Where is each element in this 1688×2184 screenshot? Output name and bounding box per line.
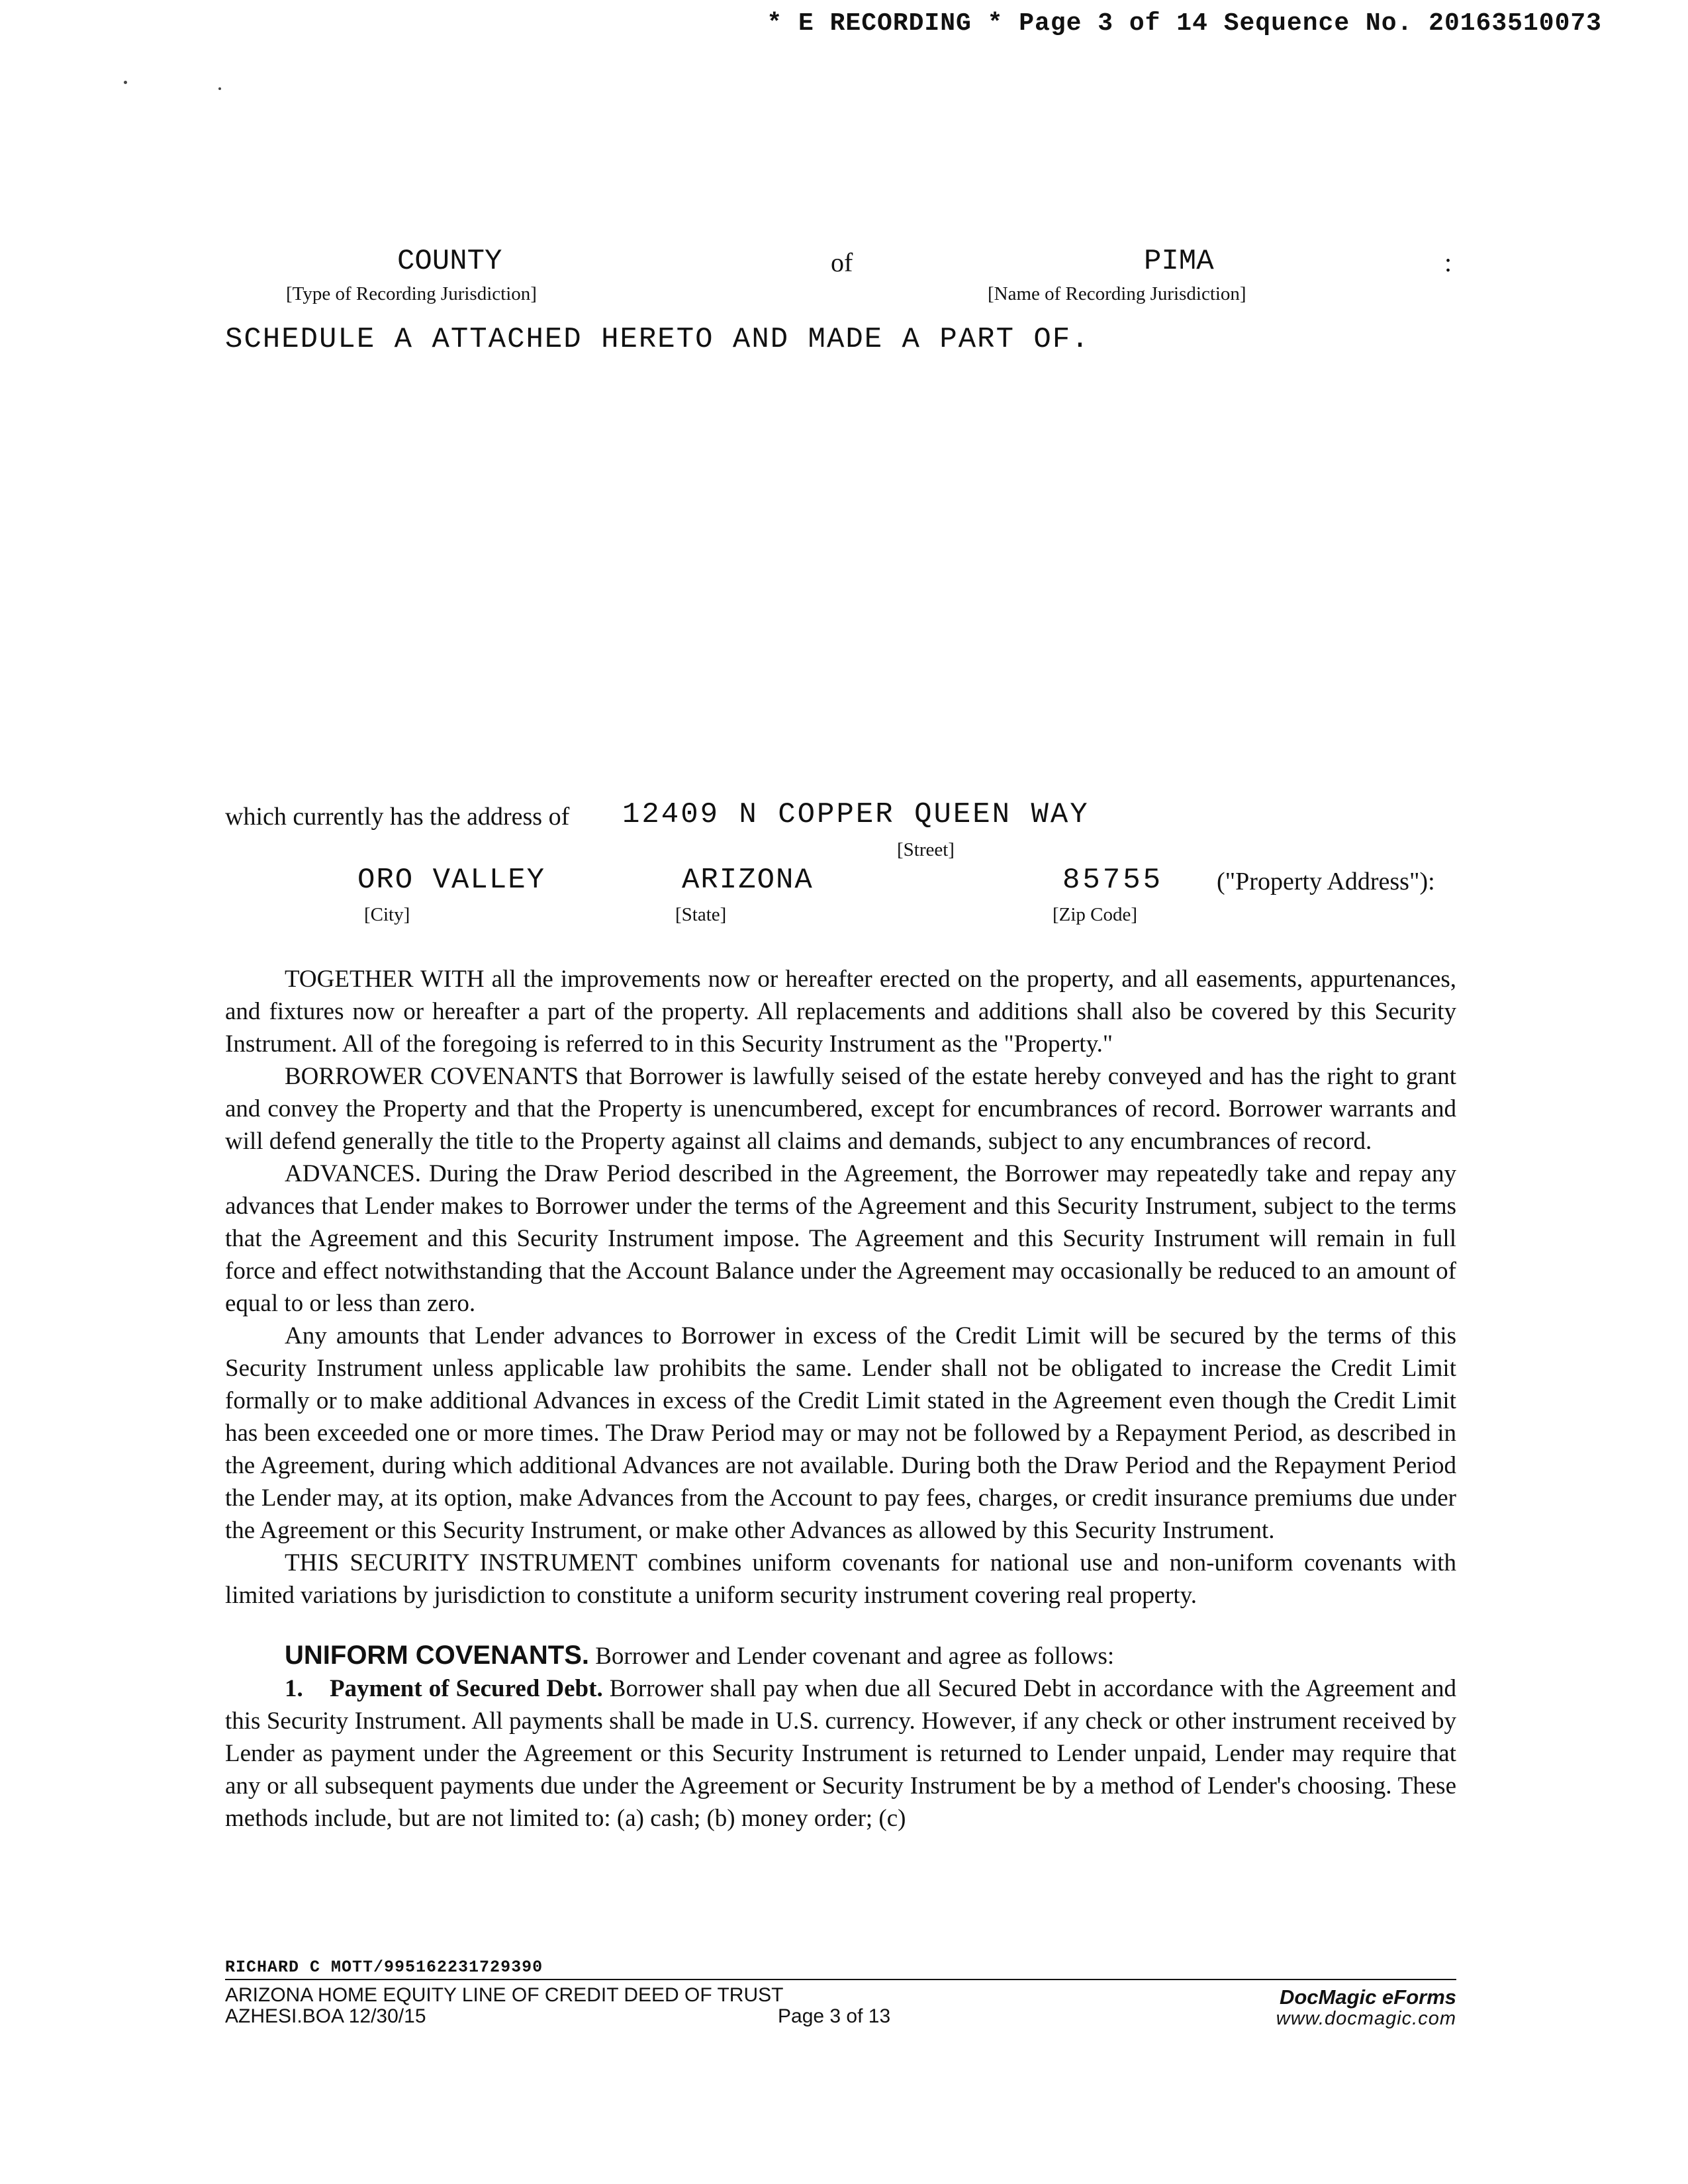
state-label: [State] [675, 904, 727, 925]
page-number: Page 3 of 13 [778, 2005, 891, 2027]
jurisdiction-of: of [831, 248, 853, 277]
form-code: AZHESI.BOA 12/30/15 [225, 2005, 426, 2027]
property-address-label: ("Property Address"): [1217, 868, 1435, 895]
uniform-covenants-intro [225, 1639, 1456, 1672]
legal-description-reference: SCHEDULE A ATTACHED HERETO AND MADE A PART OF. [225, 323, 1090, 356]
zip-label: [Zip Code] [1053, 904, 1138, 925]
form-title: ARIZONA HOME EQUITY LINE OF CREDIT DEED OF TRUST [225, 1984, 784, 2006]
city-label: [City] [364, 904, 410, 925]
uniform-covenants-intro-text: Borrower and Lender covenant and agree as follows: [595, 1643, 1115, 1670]
zip-value: 85755 [1062, 864, 1164, 897]
security-instrument-paragraph: THIS SECURITY INSTRUMENT combines uniform covenants for national use and non-uniform covenants with limited variations by jurisdiction to constitute a uniform security instrument covering real property. [225, 1549, 1456, 1609]
scan-speck [124, 81, 127, 84]
uniform-covenants-heading: UNIFORM COVENANTS. [285, 1641, 589, 1670]
advances-paragraph: ADVANCES. During the Draw Period described in the Agreement, the Borrower may repeatedly take and repay any advances that Lender makes to Borrower under the terms of the Agreement and this Security Instrument, subject to the terms that the Agreement and this Security Instrument impose. The Agreement and this Security Instrument will remain in full force and effect notwithstanding that the Account Balance under the Agreement may occasionally be reduced to an amount of equal to or less than zero. [225, 1160, 1456, 1317]
docmagic-logo: DocMagic eForms [1279, 1985, 1456, 2009]
borrower-loan-id: RICHARD C MOTT/995162231729390 [225, 1958, 543, 1977]
covenant-number: 1. [285, 1675, 303, 1702]
document-body [225, 963, 1456, 1835]
scan-speck [218, 87, 221, 90]
payment-of-secured-debt-paragraph [225, 1672, 1456, 1835]
together-with-paragraph: TOGETHER WITH all the improvements now or hereafter erected on the property, and all easements, appurtenances, and fixtures now or hereafter a part of the property. All replacements and additions shall also be covered by this Security Instrument. All of the foregoing is referred to in this Security Instrument as the "Property." [225, 966, 1456, 1058]
jurisdiction-type-label: [Type of Recording Jurisdiction] [286, 283, 537, 304]
borrower-covenants-paragraph: BORROWER COVENANTS that Borrower is lawfully seised of the estate hereby conveyed and has the right to grant and convey the Property and that the Property is unencumbered, except for encumbrances of record. Borrower warrants and will defend generally the title to the Property against all claims and demands, subject to any encumbrances of record. [225, 1063, 1456, 1155]
street-value: 12409 N COPPER QUEEN WAY [622, 798, 1090, 831]
jurisdiction-colon: : [1444, 248, 1452, 277]
address-intro: which currently has the address of [225, 803, 570, 831]
docmagic-url: www.docmagic.com [1276, 2008, 1456, 2029]
jurisdiction-name-label: [Name of Recording Jurisdiction] [988, 283, 1246, 304]
covenant-heading: Payment of Secured Debt. [329, 1675, 603, 1702]
city-value: ORO VALLEY [357, 864, 546, 897]
credit-limit-paragraph: Any amounts that Lender advances to Borrower in excess of the Credit Limit will be secured by the terms of this Security Instrument unless applicable law prohibits the same. Lender shall not be obligated to increase the Credit Limit formally or to make additional Advances in excess of the Credit Limit stated in the Agreement even though the Credit Limit has been exceeded one or more times. The Draw Period may or may not be followed by a Repayment Period, as described in the Agreement, during which additional Advances are not available. During both the Draw Period and the Repayment Period the Lender may, at its option, make Advances from the Account to pay fees, charges, or credit insurance premiums due under the Agreement or this Security Instrument, or make other Advances as allowed by this Security Instrument. [225, 1322, 1456, 1544]
footer-divider [225, 1979, 1456, 1980]
street-label: [Street] [897, 839, 955, 860]
recording-header: * E RECORDING * Page 3 of 14 Sequence No. 20163510073 [767, 9, 1602, 38]
covenant-text: Borrower shall pay when due all Secured Debt in accordance with the Agreement and this Security Instrument. All payments shall be made in U.S. currency. However, if any check or other instrument received by Lender as payment under the Agreement or this Security Instrument is returned to Lender unpaid, Lender may require that any or all subsequent payments due under the Agreement or Security Instrument be by a method of Lender's choosing. These methods include, but are not limited to: (a) cash; (b) money order; (c) [225, 1675, 1457, 1832]
jurisdiction-name-value: PIMA [1144, 245, 1214, 278]
state-value: ARIZONA [682, 864, 814, 897]
jurisdiction-type-value: COUNTY [397, 245, 502, 278]
